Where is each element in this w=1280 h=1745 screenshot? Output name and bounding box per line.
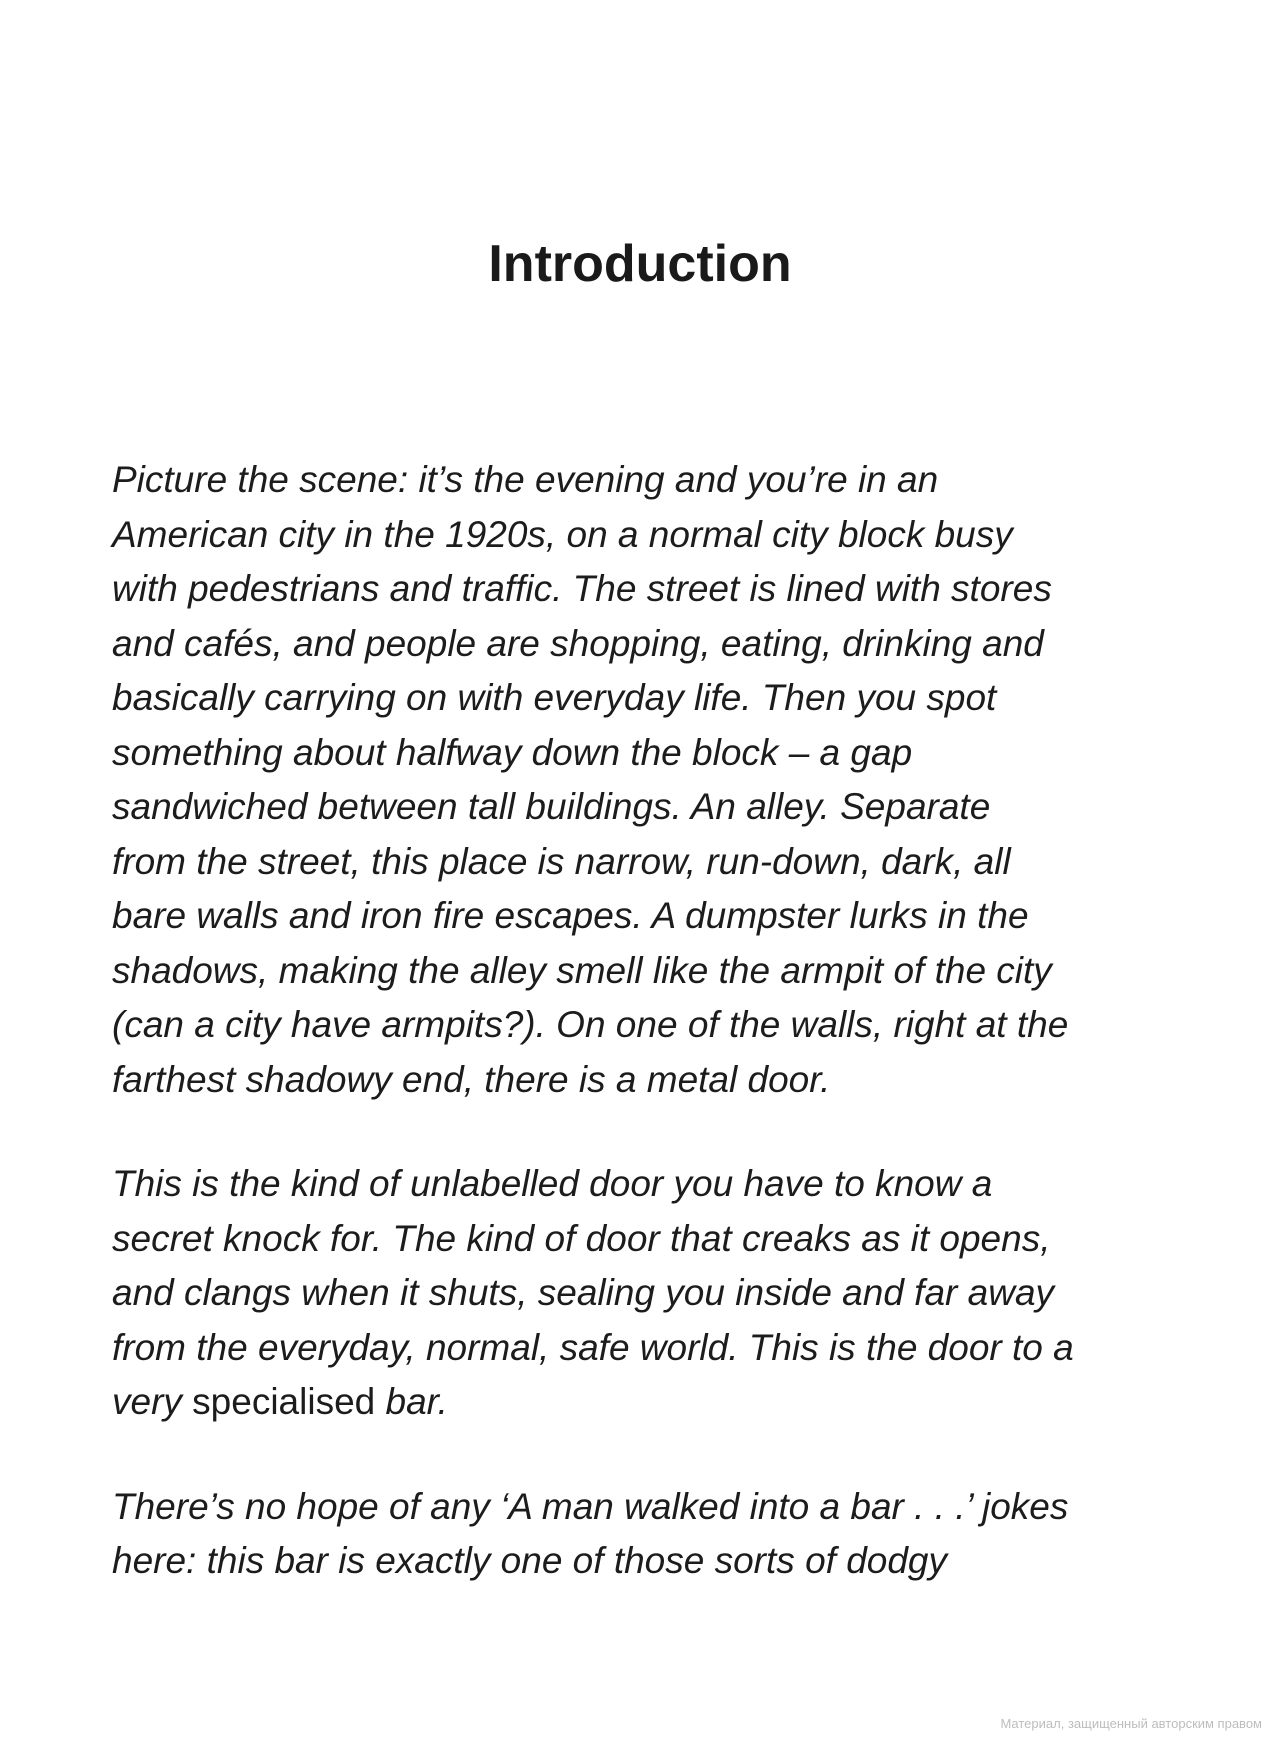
upright-word-specialised: specialised — [181, 1381, 386, 1422]
text-line: basically carrying on with everyday life. Then you spot — [112, 677, 997, 718]
paragraph-3 — [112, 1480, 1192, 1589]
text-line: secret knock for. The kind of door that creaks as it opens, — [112, 1217, 1051, 1259]
text-line: American city in the 1920s, on a normal city block busy — [112, 513, 1013, 555]
text-line: (can a city have armpits?). On one of the walls, right at the — [112, 1004, 1069, 1045]
text-line: with pedestrians and traffic. The street is lined with stores — [112, 568, 1052, 609]
text-line-mixed — [112, 1375, 1192, 1430]
copyright-watermark: Материал, защищенный авторским правом — [1000, 1716, 1262, 1731]
text-line: bare walls and iron fire escapes. A dumpster lurks in the — [112, 895, 1029, 936]
text-line: and clangs when it shuts, sealing you inside and far away — [112, 1272, 1055, 1313]
body-text — [112, 453, 1192, 1639]
italic-word-very: very — [112, 1381, 182, 1422]
text-line: something about halfway down the block – a gap — [112, 731, 913, 773]
page-title: Introduction — [488, 235, 792, 293]
paragraph-2 — [112, 1157, 1192, 1430]
text-line: shadows, making the alley smell like the armpit of the city — [112, 949, 1052, 991]
text-line: There’s no hope of any ‘A man walked into a bar . . .’ jokes — [112, 1485, 1069, 1527]
text-line: and cafés, and people are shopping, eating, drinking and — [112, 622, 1044, 664]
text-line: Picture the scene: it’s the evening and you’re in an — [112, 459, 939, 500]
text-line: This is the kind of unlabelled door you have to know a — [112, 1163, 993, 1204]
text-line: farthest shadowy end, there is a metal door. — [112, 1058, 831, 1100]
text-line: from the everyday, normal, safe world. This is the door to a — [112, 1326, 1074, 1368]
italic-word-bar: bar. — [385, 1381, 448, 1422]
text-line: here: this bar is exactly one of those sorts of dodgy — [112, 1540, 948, 1581]
paragraph-1 — [112, 453, 1192, 1107]
text-line: from the street, this place is narrow, run-down, dark, all — [112, 840, 1011, 882]
text-line: sandwiched between tall buildings. An alley. Separate — [112, 786, 991, 827]
